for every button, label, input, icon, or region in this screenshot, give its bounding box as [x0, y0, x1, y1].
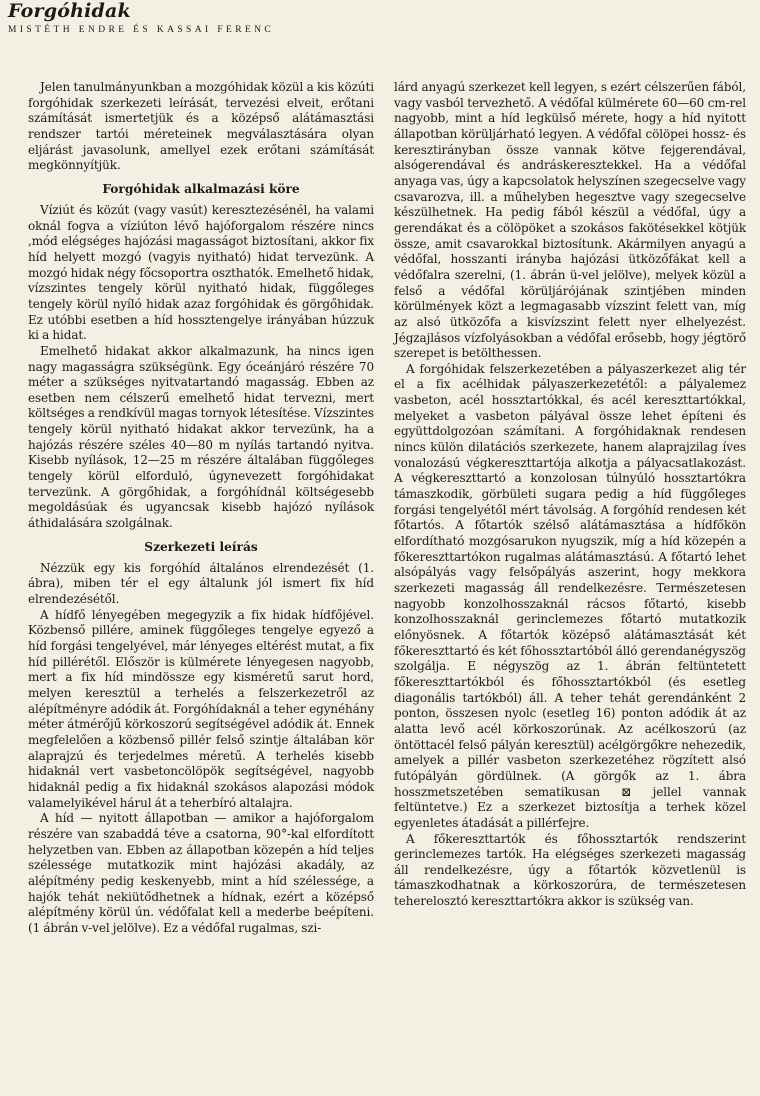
- paragraph: A főkereszttartók és főhossztartók rendszerint gerinclemezes tartók. Ha elégséges szerkezeti magasság áll rendelkezésre, úgy a főtartók közvetlenül is támaszkodhatnak a körkoszorúra, de természetesen teherelosztó kereszttartókra akkor is szükség van.: [394, 831, 746, 909]
- paragraph: lárd anyagú szerkezet kell legyen, s ezért célszerűen fából, vagy vasból tervezhető. A védőfal külmérete 60—60 cm-rel nagyobb, mint a híd legkülső mérete, hogy a híd nyitott állapotban körüljárható legyen. A védőfal cölöpei hossz- és keresztirányban össze vannak kötve fejgerendával, alsógerendával és andráskeresztekkel. Ha a védőfal anyaga vas, úgy a kapcsolatok helyszínen szegecselve vagy csavarozva, ill. a műhelyben hegesztve vagy szegecselve készülhetnek. Ha pedig fából készül a védőfal, úgy a gerendákat és a cölöpöket a szokásos fakötésekkel kötjük össze, amit csavarokkal biztosítunk. Akármilyen anyagú a védőfal, hosszanti irányba hajózási ütközőfákat kell a védőfalra szerelni, (1. ábrán ü-vel jelölve), melyek közül a felső a védőfal körüljárójának szintjében minden körülmények közt a legmagasabb vízszint felett van, míg az alsó ütközőfa a kisvízszint felett nyer elhelyezést. Jégzajlásos vízfolyásokban a védőfal erősebb, hogy jégtörő szerepet is betölthessen.: [394, 80, 746, 361]
- paragraph: A forgóhidak felszerkezetében a pályaszerkezet alig tér el a fix acélhidak pályaszerkezetétől: a pályalemez vasbeton, acél hossztartókkal, és acél kereszttartókkal, melyeket a vasbeton pályával össze lehet építeni és együttdolgozóan számítani. A forgóhidaknak rendesen nincs külön dilatációs szerkezete, hanem alaprajzilag íves vonalozású végkereszttartója alkotja a pályacsatlakozást. A végkereszttartó a konzolosan túlnyúló hossztartókra támaszkodik, görbületi sugara pedig a híd függőleges forgási tengelyétől mért távolság. A forgóhíd rendesen két főtartós. A főtartók szélső alátámasztása a hídfőkön elfordítható mozgósarukon nyugszik, míg a híd közepén a főkereszttartókon rugalmas alátámasztású. A főtartó lehet alsópályás vagy felsőpályás aszerint, hogy mekkora szerkezeti magasság áll rendelkezésre. Természetesen nagyobb konzolhosszaknál rácsos főtartó, kisebb konzolhosszaknál gerinclemezes főtartó mutatkozik előnyösnek. A főtartók középső alátámasztását két főkereszttartó és két főhossztartóból álló gerendanégyszög szolgálja. E négyszög az 1. ábrán feltüntetett főkereszttartókból és főhossztartókból (és esetleg diagonális tartókból) áll. A teher tehát gerendánként 2 ponton, összesen nyolc (esetleg 16) ponton adódik át az alatta levő acél körkoszorúnak. Az acélkoszorú (az öntöttacél felső pályán keresztül) acélgörgőkre nehezedik, amelyek a pillér vasbeton szerkezetéhez rögzített alsó futópályán gördülnek. (A görgők az 1. ábra hosszmetszetében sematikusan ⊠ jellel vannak feltüntetve.) Ez a szerkezet biztosítja a terhek közel egyenletes átadását a pillérfejre.: [394, 361, 746, 830]
- article-authors: MISTÉTH ENDRE ÉS KASSAI FERENC: [8, 25, 275, 35]
- paragraph: A híd — nyitott állapotban — amikor a hajóforgalom részére van szabaddá téve a csatorna, 90°-kal elfordított helyzetben van. Ebben az állapotban közepén a híd teljes szélessége mutatkozik mint hajózási akadály, az alépítmény pedig keskenyebb, mint a híd szélessége, a hajók tehát nekiütődhetnek a hídnak, ezért a középső alépítmény körül ún. védőfalat kell a mederbe beépíteni. (1 ábrán v-vel jelölve). Ez a védőfal rugalmas, szi-: [28, 811, 374, 935]
- paragraph: Víziút és közút (vagy vasút) keresztezésénél, ha valami oknál fogva a víziúton lévő hajóforgalom részére nincs ,mód elégséges hajózási magasságot biztosítani, akkor fix híd helyett mozgó (vagyis nyitható) hidat tervezünk. A mozgó hidak négy főcsoportra oszthatók. Emelhető hidak, vízszintes tengely körül nyitható hidak, függőleges tengely körül nyíló hidak azaz forgóhidak és görgőhidak. Ez utóbbi esetben a híd hossztengelye irányában húzzuk ki a hidat.: [28, 202, 374, 343]
- article-title: Forgóhidak: [8, 0, 131, 22]
- paragraph: Jelen tanulmányunkban a mozgóhidak közül a kis közúti forgóhidak szerkezeti leírását, tervezési elveit, erőtani számítását ismertetjük és a középső alátámasztási rendszer tartói méreteinek megválasztására olyan eljárást javasolunk, amellyel ezek erőtani számítását megkönnyítjük.: [28, 80, 374, 173]
- article-header: [8, 0, 752, 35]
- paragraph: Emelhető hidakat akkor alkalmazunk, ha nincs igen nagy magasságra szükségünk. Egy óceánjáró részére 70 méter a szükséges nyitvatartandó magasság. Ebben az esetben nem célszerű emelhető hidat tervezni, mert költséges a rendkívül magas tornyok létesítése. Vízszintes tengely körül nyitható hidakat akkor tervezünk, ha a hajózás részére széles 40—80 m nyílás tartandó nyitva. Kisebb nyílások, 12—25 m részére általában függőleges tengely körül elforduló, úgynevezett forgóhidakat tervezünk. A görgőhidak, a forgóhídnál költségesebb megoldásúak és ugyancsak kisebb hajózó nyílások áthidalására szolgálnak.: [28, 343, 374, 531]
- paragraph: Nézzük egy kis forgóhíd általános elrendezését (1. ábra), miben tér el egy általunk jól ismert fix híd elrendezésétől.: [28, 560, 374, 607]
- left-column: [28, 80, 374, 936]
- section-heading: Forgóhidak alkalmazási köre: [102, 181, 300, 196]
- paragraph: A hídfő lényegében megegyzik a fix hidak hídfőjével. Közbenső pillére, aminek függőleges tengelye egyező a híd forgási tengelyével, már lényeges eltérést mutat, a fix híd pillérétől. Először is külmérete lényegesen nagyobb, mert a fix híd mindössze egy kisméretű sarut hord, melyen keresztül a terhelés a felszerkezetről az alépítményre adódik át. Forgóhídaknál a teher egynéhány méter átmérőjű körkoszorú segítségével adódik át. Ennek megfelelően a közbenső pillér felső szintje általában kör alaprajzú és terjedelmes méretű. A terhelés kisebb hidaknál vert vasbetoncölöpök segítségével, nagyobb hidaknál pedig a fix hidaknál szokásos alapozási módok valamelyikével hárul át a teherbíró altalajra.: [28, 607, 374, 810]
- right-column: [394, 80, 746, 910]
- section-heading: Szerkezeti leírás: [144, 539, 258, 554]
